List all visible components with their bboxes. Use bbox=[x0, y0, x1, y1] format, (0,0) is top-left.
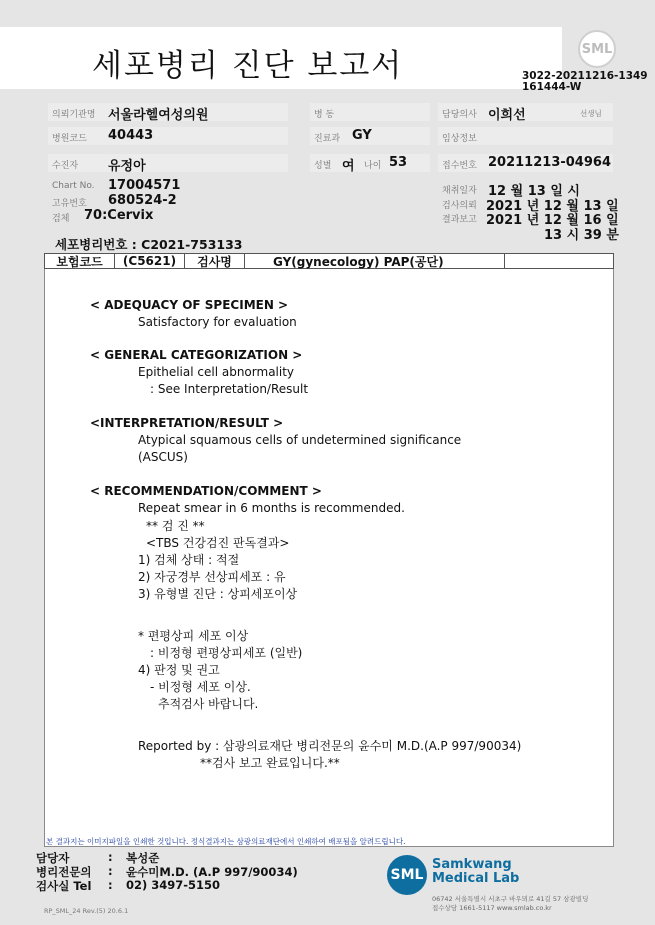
recommendation-line-10: - 비정형 세포 이상. bbox=[150, 680, 251, 694]
adequacy-heading: < ADEQUACY OF SPECIMEN > bbox=[90, 298, 289, 312]
sex-label: 성별 bbox=[314, 161, 332, 171]
requester-label: 의뢰기관명 bbox=[52, 110, 96, 120]
result-date-value: 2021 년 12 월 16 일 bbox=[486, 213, 619, 228]
unique-no-value: 680524-2 bbox=[108, 193, 177, 208]
pathologist-value: 윤수미M.D. (A.P 997/90034) bbox=[126, 865, 298, 879]
request-date-value: 2021 년 12 월 13 일 bbox=[486, 199, 619, 214]
recommendation-line-1: Repeat smear in 6 months is recommended. bbox=[138, 501, 405, 515]
test-name-value: GY(gynecology) PAP(공단) bbox=[245, 254, 505, 268]
lab-contact: 접수상담 1661-5117 www.smlab.co.kr bbox=[432, 904, 552, 912]
recommendation-line-7: * 편평상피 세포 이상 bbox=[138, 629, 249, 643]
chart-no-label: Chart No. bbox=[52, 181, 95, 191]
manager-label: 담당자 bbox=[36, 851, 70, 865]
pathologist-label: 병리전문의 bbox=[36, 865, 92, 879]
report-complete: **검사 보고 완료입니다.** bbox=[200, 756, 340, 770]
document-id-line2: 161444-W bbox=[522, 81, 582, 93]
lab-tel-colon: : bbox=[108, 878, 113, 892]
insurance-code-value: (C5621) bbox=[115, 254, 185, 268]
sml-logo: SML bbox=[387, 855, 427, 895]
lab-tel-label: 검사실 Tel bbox=[36, 879, 92, 893]
recommendation-heading: < RECOMMENDATION/COMMENT > bbox=[90, 484, 322, 498]
result-time-value: 13 시 39 분 bbox=[544, 228, 619, 243]
unique-no-label: 고유번호 bbox=[52, 199, 87, 209]
request-date-label: 검사의뢰 bbox=[442, 201, 477, 211]
print-notice: 본 결과지는 이미지파일을 인쇄한 것입니다. 정식결과지는 삼광의료재단에서 인쇄하여 배포됨을 알려드립니다. bbox=[46, 837, 406, 846]
hospital-code-label: 병원코드 bbox=[52, 134, 87, 144]
lab-name-line2: Medical Lab bbox=[432, 871, 520, 886]
specimen-value: 70:Cervix bbox=[84, 208, 154, 223]
manager-value: 복성준 bbox=[126, 851, 160, 865]
form-number: RP_SML_24 Rev.(5) 20.6.1 bbox=[44, 907, 129, 915]
doctor-suffix: 선생님 bbox=[580, 109, 602, 118]
recommendation-line-6: 3) 유형별 진단 : 상피세포이상 bbox=[138, 587, 298, 601]
sex-value: 여 bbox=[342, 159, 355, 174]
clinical-info-label: 임상정보 bbox=[442, 134, 477, 144]
patient-value: 유정아 bbox=[108, 159, 146, 174]
age-label: 나이 bbox=[364, 161, 382, 171]
test-name-label: 검사명 bbox=[185, 254, 245, 268]
test-code-row bbox=[44, 253, 614, 269]
reported-by: Reported by : 삼광의료재단 병리전문의 윤수미 M.D.(A.P 997/90034) bbox=[138, 739, 522, 753]
specimen-label: 검체 bbox=[52, 214, 70, 224]
receipt-no-value: 20211213-04964 bbox=[488, 155, 611, 170]
general-line-2: : See Interpretation/Result bbox=[150, 382, 309, 396]
requester-value: 서울라헬여성의원 bbox=[108, 108, 209, 123]
recommendation-line-11: 추적검사 바랍니다. bbox=[158, 697, 259, 711]
recommendation-line-3: <TBS 건강검진 판독결과> bbox=[146, 536, 290, 550]
ward-label: 병 동 bbox=[314, 110, 335, 120]
general-heading: < GENERAL CATEGORIZATION > bbox=[90, 348, 303, 362]
receipt-no-label: 접수번호 bbox=[442, 161, 477, 171]
lab-address-block bbox=[432, 895, 588, 913]
doctor-value: 이희선 bbox=[488, 108, 526, 123]
pathologist-colon: : bbox=[108, 864, 113, 878]
insurance-code-label: 보험코드 bbox=[45, 254, 115, 268]
age-value: 53 bbox=[389, 155, 408, 170]
collect-date-label: 채취일자 bbox=[442, 186, 477, 196]
collect-date-value: 12 월 13 일 시 bbox=[488, 184, 580, 199]
general-line-1: Epithelial cell abnormality bbox=[138, 365, 295, 379]
patient-label: 수진자 bbox=[52, 161, 79, 171]
dept-value: GY bbox=[352, 128, 372, 143]
dept-label: 진료과 bbox=[314, 134, 341, 144]
recommendation-line-2: ** 검 진 ** bbox=[146, 519, 205, 533]
field-bg bbox=[48, 154, 288, 172]
interpretation-heading: <INTERPRETATION/RESULT > bbox=[90, 416, 284, 430]
recommendation-line-9: 4) 판정 및 권고 bbox=[138, 663, 220, 677]
interpretation-line-1: Atypical squamous cells of undetermined significance bbox=[138, 433, 462, 447]
sml-watermark-logo: SML bbox=[578, 30, 616, 68]
report-title: 세포병리 진단 보고서 bbox=[92, 48, 404, 84]
result-date-label: 결과보고 bbox=[442, 215, 477, 225]
code-row-empty-cell bbox=[505, 254, 613, 268]
chart-no-value: 17004571 bbox=[108, 178, 181, 193]
recommendation-line-4: 1) 검체 상태 : 적절 bbox=[138, 553, 240, 567]
hospital-code-value: 40443 bbox=[108, 128, 154, 143]
lab-address: 06742 서울특별시 서초구 바우뫼로 41길 57 삼광빌딩 bbox=[432, 895, 589, 903]
manager-colon: : bbox=[108, 850, 113, 864]
adequacy-line: Satisfactory for evaluation bbox=[138, 315, 297, 329]
document-id bbox=[522, 71, 648, 93]
lab-name-line1: Samkwang bbox=[432, 857, 512, 872]
cytology-number: 세포병리번호 : C2021-753133 bbox=[55, 237, 243, 252]
lab-tel-value: 02) 3497-5150 bbox=[126, 878, 221, 892]
lab-name bbox=[432, 858, 519, 886]
recommendation-line-8: : 비정형 편평상피세포 (일반) bbox=[150, 646, 303, 660]
document-id-line1: 3022-20211216-1349 bbox=[522, 70, 648, 82]
recommendation-line-5: 2) 자궁경부 선상피세포 : 유 bbox=[138, 570, 286, 584]
interpretation-line-2: (ASCUS) bbox=[138, 450, 188, 464]
doctor-label: 담당의사 bbox=[442, 110, 477, 120]
